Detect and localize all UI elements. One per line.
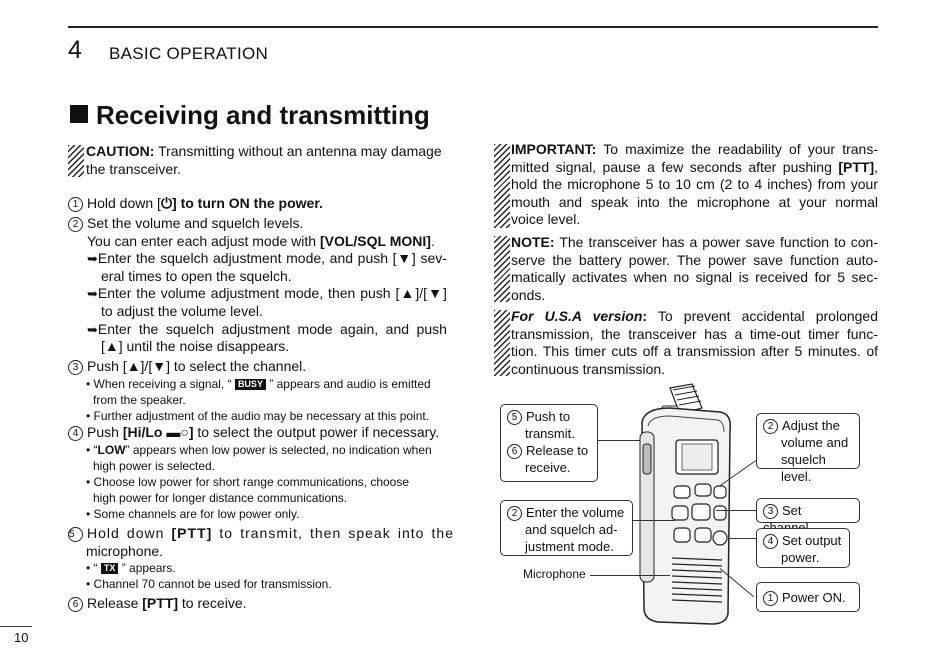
step-3: 3 Push [▲]/[▼] to select the channel. • When receiving a signal, “ BUSY ” appears and audio is emitted from the speaker. • Further adjustment of the audio may be necessary at this point. (68, 358, 454, 424)
tx-indicator: TX (101, 563, 119, 574)
power-icon: ⏻ (160, 195, 173, 211)
callout-push-transmit: 5 Push to transmit. 6 Release to receive. (500, 404, 598, 482)
leader-line (598, 440, 640, 441)
caution-hatch-icon (68, 145, 84, 177)
arrow-bullet-icon: ➥ (87, 251, 98, 267)
arrow-bullet-icon: ➥ (87, 321, 98, 337)
step-2: 2 Set the volume and squelch levels. You can enter each adjust mode with [VOL/SQL MONI]. ➥Enter the squelch adjustment mode, and push [▼] sev- eral times to open the squelch. ➥Enter the volume adjustment mode, then push [▲]/[▼] to adjust the volume level. ➥Enter the squelch adjustment mode again, and push [▲] until the noise disappears. (68, 215, 454, 356)
usa-hatch-icon (494, 310, 510, 376)
square-bullet-icon (70, 105, 88, 123)
usa-block: For U.S.A version: To prevent accidental prolonged transmission, the transceiver has a time-out timer func- tion. This timer cuts off a transmission after 5 minutes. of continuous transmission. (511, 308, 878, 377)
step-1: 1 Hold down [⏻] to turn ON the power. (68, 195, 454, 213)
callout-set-output: 4 Set output power. (756, 528, 850, 568)
leader-line (590, 575, 670, 576)
leader-line (716, 510, 756, 511)
step-5: 5 Hold down [PTT] to transmit, then speak into the microphone. • “ TX ” appears. • Channel 70 cannot be used for transmission. (69, 525, 454, 592)
caution-block: CAUTION: Transmitting without an antenna may damage the transceiver. (86, 143, 442, 177)
callout-power-on: 1 Power ON. (756, 582, 860, 612)
step-number: 5 (68, 527, 83, 542)
step-number: 3 (68, 360, 83, 375)
leader-line (633, 520, 675, 521)
step-4: 4 Push [Hi/Lo ▬○] to select the output power if necessary. • “LOW” appears when low power is selected, no indication when high power is selected. • Choose low power for short range communications, choose high power for longer distance communications. • Some channels are for low power only. (68, 424, 454, 522)
chapter-number: 4 (68, 36, 82, 64)
step-number: 6 (68, 597, 83, 612)
note-block: NOTE: The transceiver has a power save function to con- serve the battery power. The power save function auto- matically activates when no signal is received for 5 sec- onds. (511, 234, 878, 303)
page-number: 10 (14, 630, 29, 645)
step-number: 2 (68, 217, 83, 232)
section-title: Receiving and transmitting (70, 100, 430, 131)
important-block: IMPORTANT: To maximize the readability of your trans- mitted signal, pause a few seconds after pushing [PTT], hold the microphone 5 to 10 cm (2 to 4 inches) from your mouth and speak into the microphone at your normal voice level. (511, 141, 878, 228)
hi-lo-key-icon: ▬○ (166, 424, 189, 440)
header-rule (68, 26, 878, 28)
callout-adjust-volume: 2 Adjust the volume and squelch level. (756, 413, 860, 469)
caution-label: CAUTION: (86, 143, 155, 159)
page-number-rule (0, 626, 32, 627)
leader-line (728, 538, 756, 539)
step-number: 4 (68, 426, 83, 441)
arrow-bullet-icon: ➥ (87, 286, 98, 302)
step-6: 6 Release [PTT] to receive. (68, 595, 454, 613)
callout-set-channel: 3 Set (756, 498, 860, 523)
step-number: 1 (68, 197, 83, 212)
note-hatch-icon (494, 236, 510, 302)
important-hatch-icon (494, 144, 510, 228)
chapter-title: BASIC OPERATION (109, 44, 269, 63)
busy-indicator: BUSY (235, 379, 266, 390)
microphone-label: Microphone (523, 567, 586, 581)
callout-enter-mode: 2 Enter the volume and squelch ad- justment mode. (500, 500, 633, 556)
